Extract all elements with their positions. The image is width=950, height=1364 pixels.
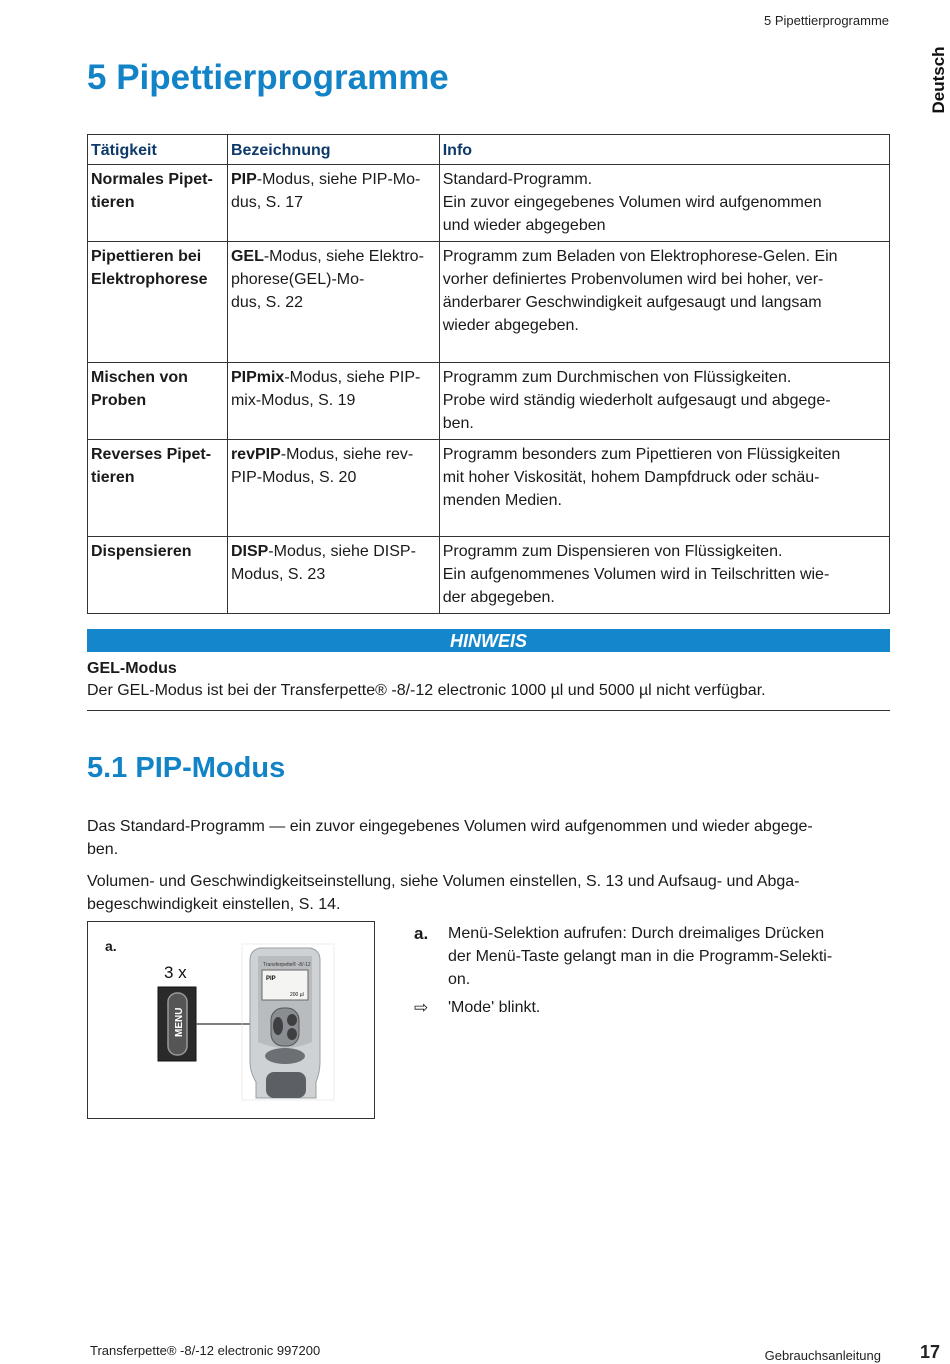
info-cell: Programm zum Dispensieren von Flüssigkeiten. Ein aufgenommenes Volumen wird in Teilschritten wie- der abgegeben. <box>439 537 889 614</box>
notice-divider <box>87 710 890 711</box>
list-item <box>414 922 884 991</box>
table-row <box>88 363 890 440</box>
pipette-illustration <box>88 922 374 1118</box>
language-tab-label: Deutsch <box>929 46 948 114</box>
notice-banner: HINWEIS <box>87 629 890 652</box>
step-list <box>414 922 884 1024</box>
activity-cell: Mischen von Proben <box>88 363 228 440</box>
mode-cell <box>227 242 439 363</box>
page-number: 17 <box>919 1342 940 1362</box>
table-row <box>88 165 890 242</box>
mode-reference: -Modus, siehe rev- PIP-Modus, S. 20 <box>230 446 414 486</box>
column-header: Bezeichnung <box>227 135 439 165</box>
mode-reference: -Modus, siehe DISP- Modus, S. 23 <box>230 543 416 583</box>
device-brand-label: Transferpette® -8/-12 <box>263 962 311 968</box>
activity-cell: Normales Pipet- tieren <box>88 165 228 242</box>
menu-button-graphic <box>273 1017 283 1035</box>
footer-doc-type: Gebrauchsanleitung <box>764 1348 881 1363</box>
step-marker: a. <box>414 924 429 943</box>
mode-reference: -Modus, siehe Elektro- phorese(GEL)-Mo- dus, S. 22 <box>230 248 424 311</box>
mode-cell <box>227 363 439 440</box>
table-header-row <box>88 135 890 165</box>
mode-cell <box>227 537 439 614</box>
chapter-title: 5 Pipettierprogramme <box>87 58 449 97</box>
notice-title: GEL-Modus <box>87 660 177 677</box>
programs-table <box>87 134 890 614</box>
language-tab <box>929 40 949 120</box>
section-paragraph: Das Standard-Programm — ein zuvor eingegebenes Volumen wird aufgenommen und wieder abgege- ben. <box>87 818 813 858</box>
result-arrow-icon: ⇨ <box>414 998 429 1017</box>
figure-step-letter: a. <box>105 938 117 954</box>
mode-reference: -Modus, siehe PIP-Mo- dus, S. 17 <box>230 171 421 211</box>
info-cell: Programm zum Durchmischen von Flüssigkeiten. Probe wird ständig wiederholt aufgesaugt und abgege- ben. <box>439 363 889 440</box>
table-row <box>88 242 890 363</box>
notice-text: Der GEL-Modus ist bei der Transferpette® -8/-12 electronic 1000 µl und 5000 µl nicht verfügbar. <box>87 682 766 699</box>
table-row <box>88 537 890 614</box>
mode-name: GEL <box>230 248 264 265</box>
mode-name: PIP <box>230 171 257 188</box>
mode-reference: -Modus, siehe PIP- mix-Modus, S. 19 <box>230 369 421 409</box>
list-item <box>414 996 884 1019</box>
press-count-label: 3 x <box>164 963 187 982</box>
mode-cell <box>227 165 439 242</box>
activity-cell: Pipettieren bei Elektrophorese <box>88 242 228 363</box>
table-row <box>88 440 890 537</box>
activity-cell: Reverses Pipet- tieren <box>88 440 228 537</box>
column-header: Tätigkeit <box>88 135 228 165</box>
pipette-device <box>250 948 320 1098</box>
step-text: Menü-Selektion aufrufen: Durch dreimaliges Drücken der Menü-Taste gelangt man in die Programm-Selekti- on. <box>448 925 833 988</box>
section-title: 5.1 PIP-Modus <box>87 752 286 784</box>
mode-name: PIPmix <box>230 369 285 386</box>
mode-cell <box>227 440 439 537</box>
section-paragraph: Volumen- und Geschwindigkeitseinstellung, siehe Volumen einstellen, S. 13 und Aufsaug- und Abga- begeschwindigkeit einstellen, S. 14. <box>87 873 800 913</box>
figure-menu-button <box>87 921 375 1119</box>
footer-product: Transferpette® -8/-12 electronic 997200 <box>90 1343 321 1358</box>
menu-button-label: MENU <box>174 1007 185 1037</box>
screen-volume-text: 200 µl <box>290 992 304 998</box>
activity-cell: Dispensieren <box>88 537 228 614</box>
running-header: 5 Pipettierprogramme <box>764 13 889 28</box>
step-text: 'Mode' blinkt. <box>448 999 541 1016</box>
info-cell: Programm besonders zum Pipettieren von Flüssigkeiten mit hoher Viskosität, hohem Dampfdruck oder schäu- menden Medien. <box>439 440 889 537</box>
mode-name: DISP <box>230 543 269 560</box>
info-cell: Standard-Programm. Ein zuvor eingegebenes Volumen wird aufgenommen und wieder abgegeben <box>439 165 889 242</box>
info-cell: Programm zum Beladen von Elektrophorese-Gelen. Ein vorher definiertes Probenvolumen wird bei hoher, ver- änderbarer Geschwindigkeit aufgesaugt und langsam wieder abgegeben. <box>439 242 889 363</box>
mode-name: revPIP <box>230 446 281 463</box>
screen-mode-text: PIP <box>266 976 276 982</box>
menu-button-zoom <box>158 987 196 1061</box>
column-header: Info <box>439 135 889 165</box>
